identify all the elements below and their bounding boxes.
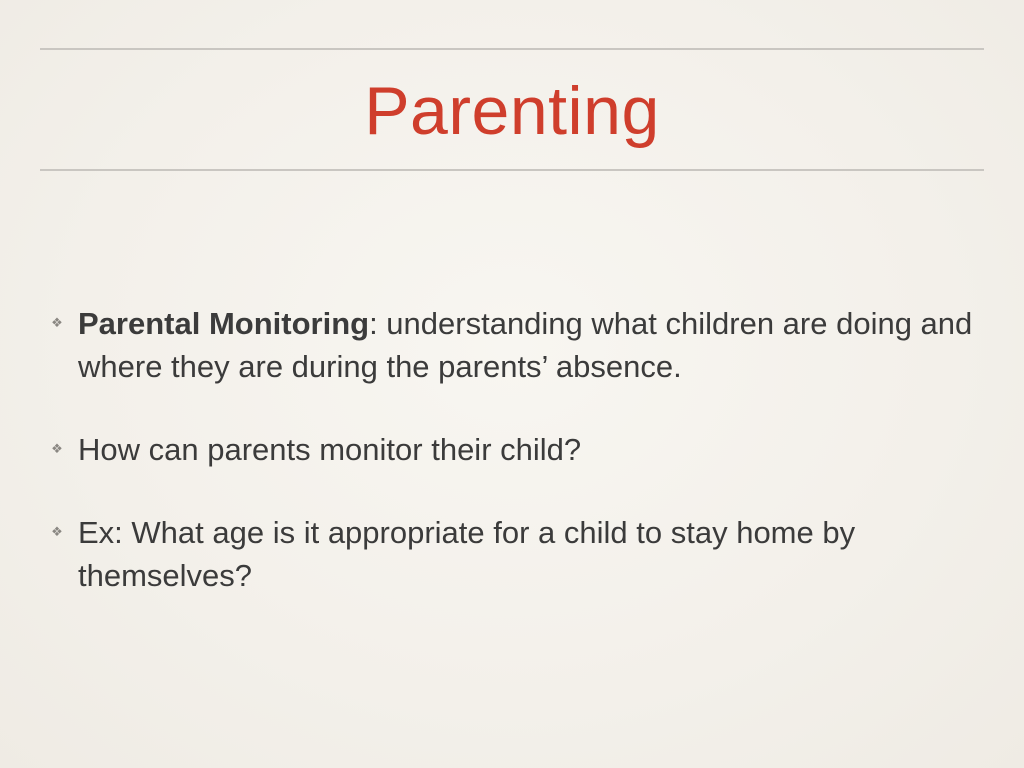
bullet-text: Ex: What age is it appropriate for a child to stay home by themselves? bbox=[78, 515, 856, 593]
bullet-text: : understanding what children are doing and where they are during the parents’ absence. bbox=[78, 306, 973, 384]
bullet-item-monitor-question bbox=[50, 428, 990, 471]
slide-title: Parenting bbox=[364, 73, 660, 149]
bullet-list bbox=[50, 302, 990, 637]
bullet-text: How can parents monitor their child? bbox=[78, 432, 582, 467]
four-diamond-bullet-icon: ❖ bbox=[51, 442, 63, 457]
bullet-item-example-question bbox=[50, 511, 990, 597]
bullet-item-parental-monitoring bbox=[50, 302, 990, 388]
title-top-divider bbox=[40, 48, 984, 50]
bullet-term: Parental Monitoring bbox=[78, 306, 370, 341]
title-bottom-divider bbox=[40, 169, 984, 171]
four-diamond-bullet-icon: ❖ bbox=[51, 316, 63, 331]
four-diamond-bullet-icon: ❖ bbox=[51, 525, 63, 540]
